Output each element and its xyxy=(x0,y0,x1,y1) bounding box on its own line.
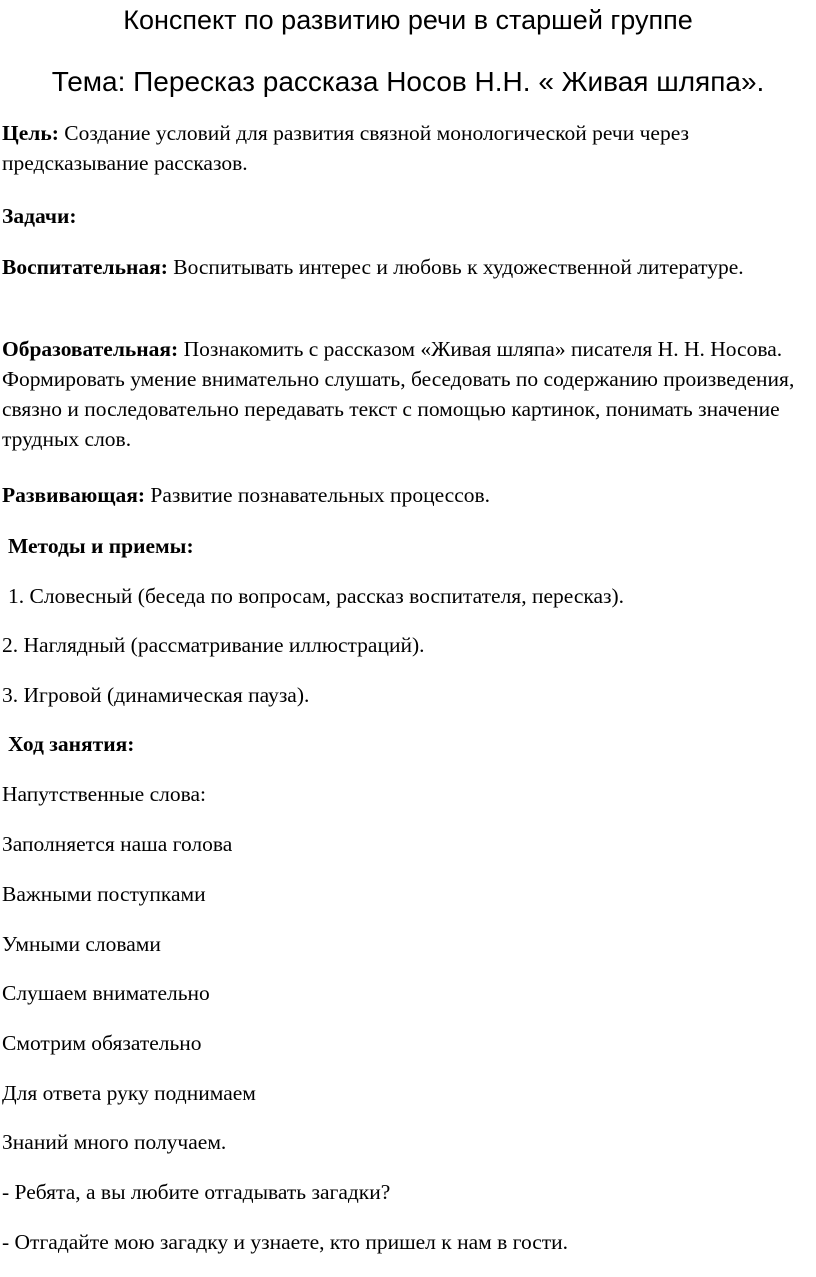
lesson-heading: Ход занятия: xyxy=(8,732,135,756)
goal-paragraph xyxy=(2,118,802,178)
poem-line: Слушаем внимательно xyxy=(2,981,210,1005)
dialogue-line: - Отгадайте мою загадку и узнаете, кто пришел к нам в гости. xyxy=(2,1230,569,1254)
upbringing-paragraph xyxy=(2,252,802,282)
upbringing-label: Воспитательная: xyxy=(2,255,168,279)
lesson-intro: Напутственные слова: xyxy=(2,782,206,806)
educational-paragraph xyxy=(2,334,802,454)
educational-text: Познакомить с рассказом «Живая шляпа» писателя Н. Н. Носова. Формировать умение внимательно слушать, беседовать по содержанию произведения, связно и последовательно передавать текст с помощью картинок, понимать значение трудных слов. xyxy=(2,337,795,451)
developing-text: Развитие познавательных процессов. xyxy=(145,483,491,507)
method-item: 2. Наглядный (рассматривание иллюстраций). xyxy=(2,633,425,657)
poem-line: Смотрим обязательно xyxy=(2,1031,202,1055)
poem-line: Умными словами xyxy=(2,932,161,956)
tasks-heading: Задачи: xyxy=(2,204,77,228)
method-item: 3. Игровой (динамическая пауза). xyxy=(2,683,310,707)
page-title: Конспект по развитию речи в старшей группе xyxy=(123,5,693,35)
poem-line: Заполняется наша голова xyxy=(2,832,233,856)
goal-text: Создание условий для развития связной монологической речи через предсказывание рассказов. xyxy=(2,121,690,175)
goal-label: Цель: xyxy=(2,121,59,145)
topic-title: Тема: Пересказ рассказа Носов Н.Н. « Живая шляпа». xyxy=(51,66,765,97)
poem-line: Для ответа руку поднимаем xyxy=(2,1081,256,1105)
method-item: 1. Словесный (беседа по вопросам, рассказ воспитателя, пересказ). xyxy=(8,584,625,608)
poem-line: Важными поступками xyxy=(2,882,206,906)
upbringing-text: Воспитывать интерес и любовь к художественной литературе. xyxy=(167,255,744,279)
educational-label: Образовательная: xyxy=(2,337,179,361)
developing-paragraph xyxy=(2,480,802,510)
poem-line: Знаний много получаем. xyxy=(2,1130,227,1154)
methods-heading: Методы и приемы: xyxy=(8,534,194,558)
dialogue-line: - Ребята, а вы любите отгадывать загадки? xyxy=(2,1180,391,1204)
developing-label: Развивающая: xyxy=(2,483,146,507)
